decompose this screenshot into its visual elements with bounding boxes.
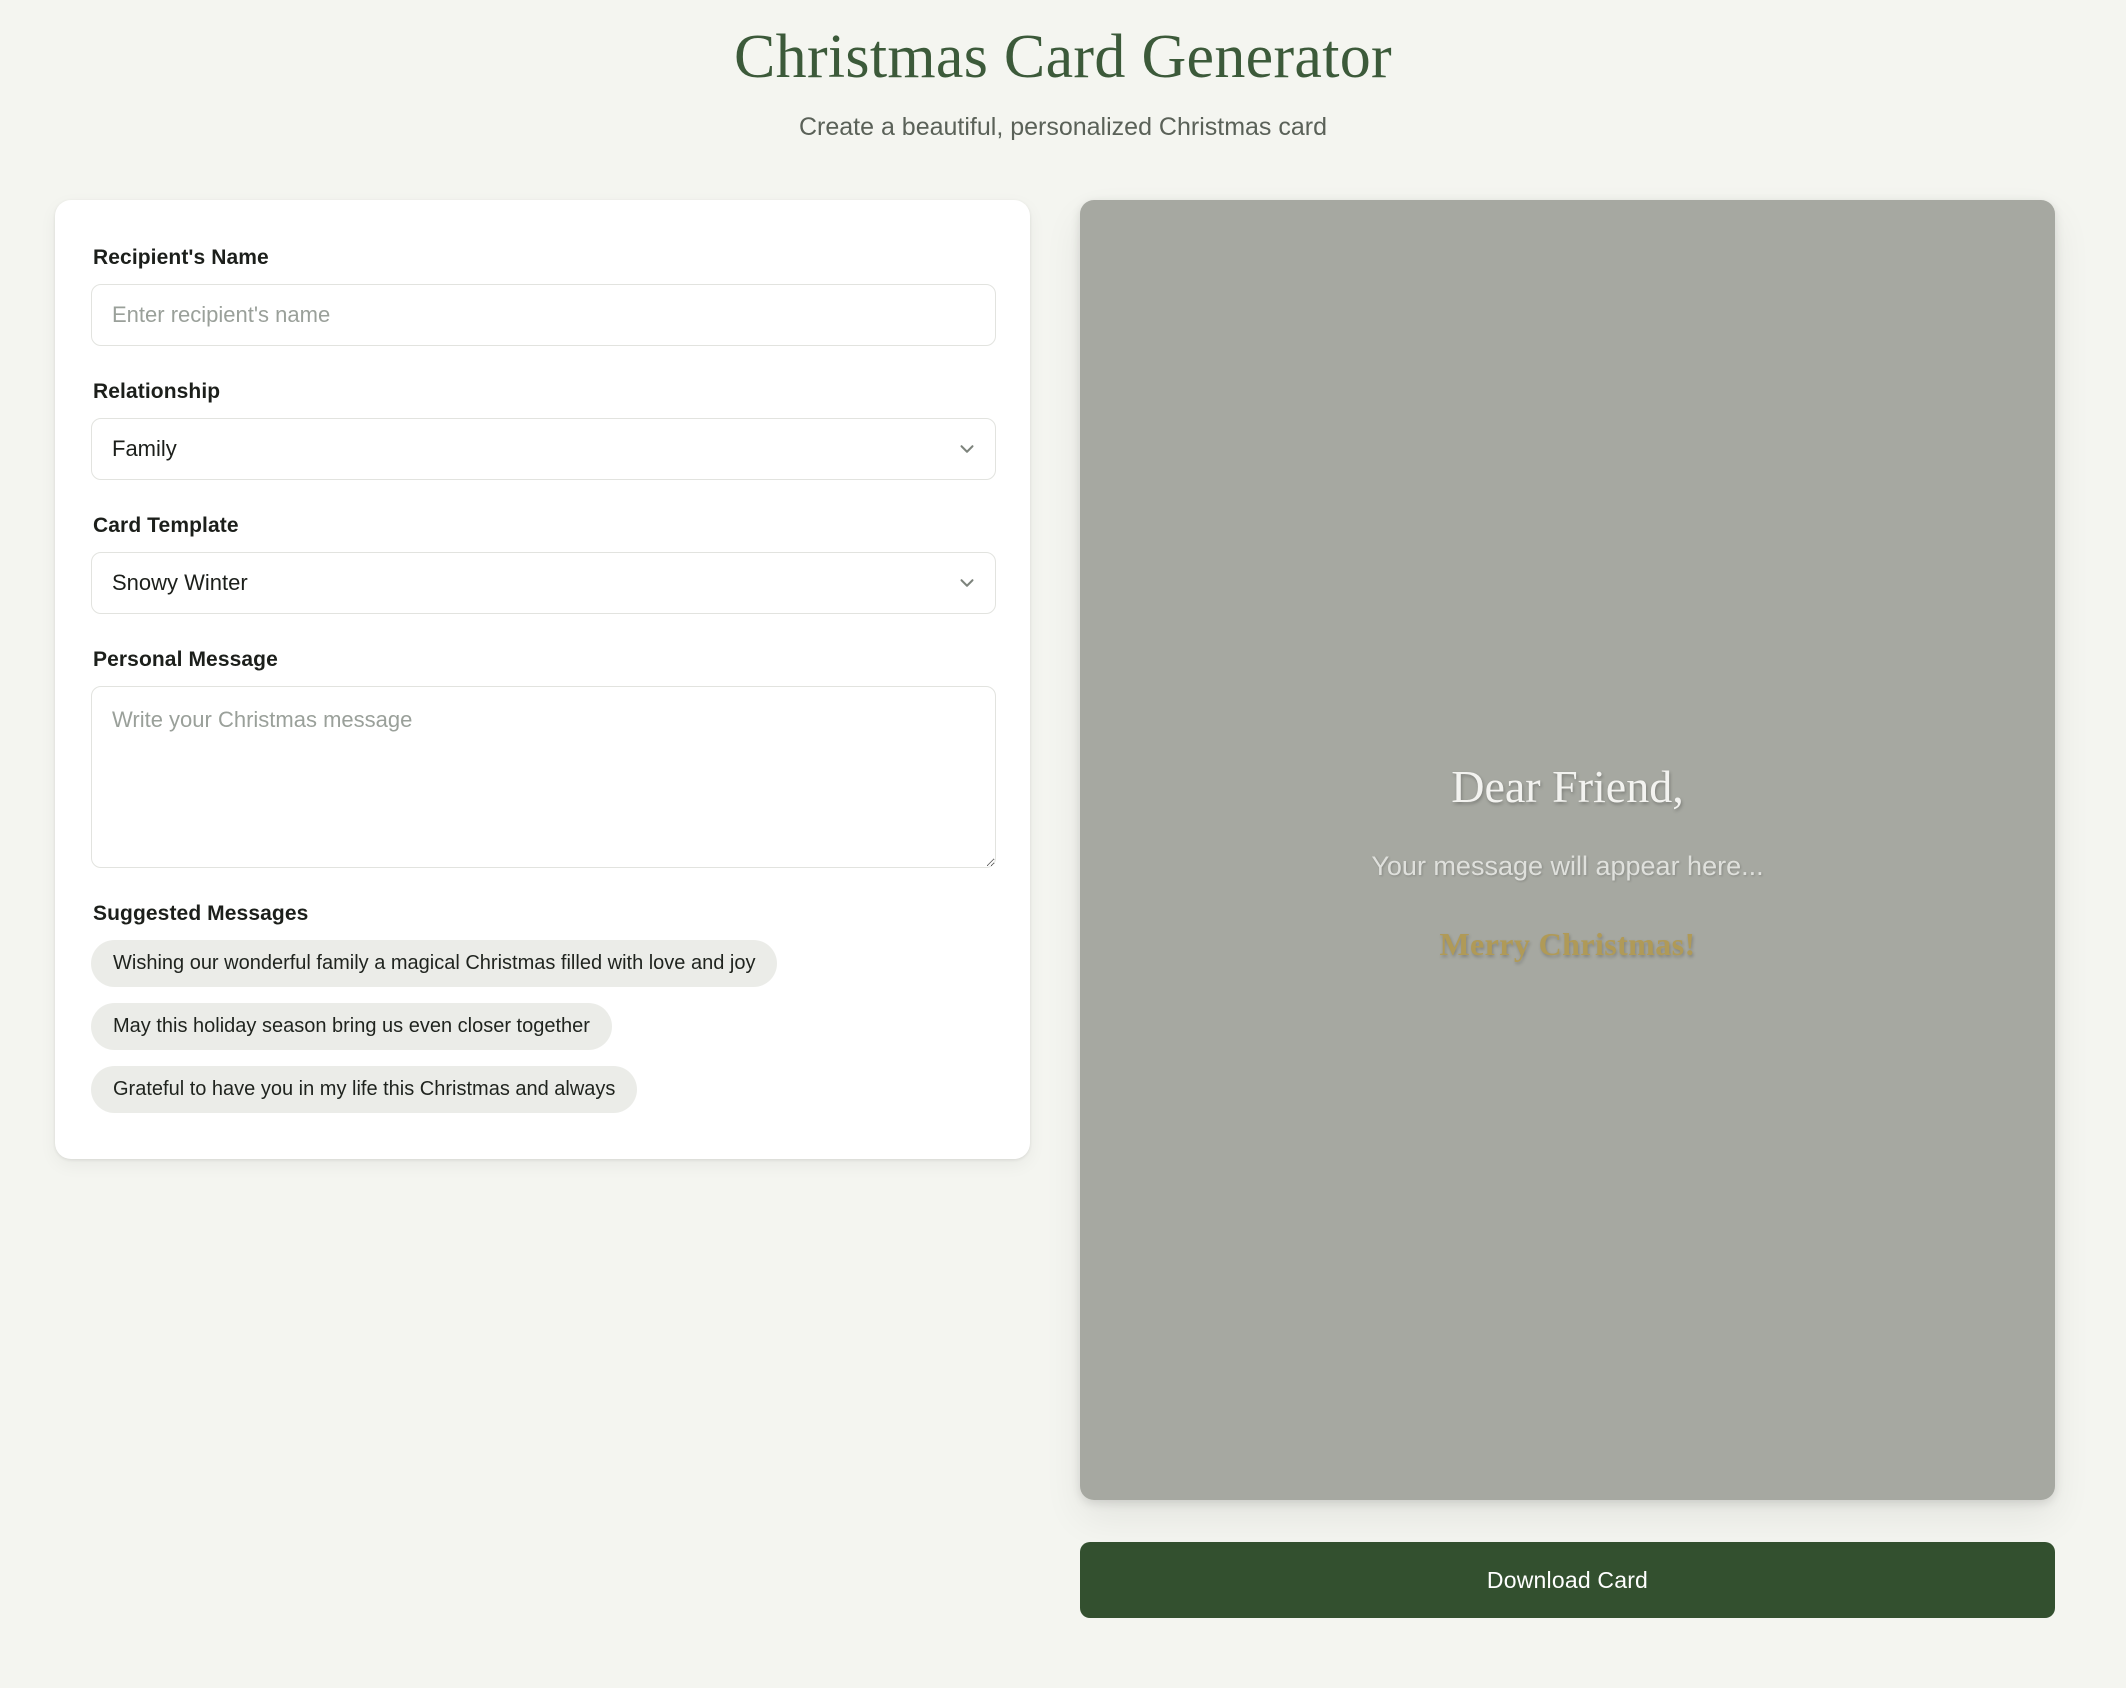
suggestion-chip[interactable]: May this holiday season bring us even closer together xyxy=(91,1003,612,1050)
suggestion-chip[interactable]: Wishing our wonderful family a magical Christmas filled with love and joy xyxy=(91,940,777,987)
recipient-field-group xyxy=(91,246,994,346)
page-header xyxy=(0,0,2126,142)
suggested-messages-list xyxy=(91,940,994,1113)
suggested-messages-label: Suggested Messages xyxy=(93,902,309,926)
relationship-field-group xyxy=(91,380,994,480)
card-preview xyxy=(1080,200,2055,1500)
card-message-text: Your message will appear here... xyxy=(1371,851,1764,882)
card-greeting-text: Dear Friend, xyxy=(1451,761,1684,813)
template-select-wrap xyxy=(91,552,996,614)
message-field-group xyxy=(91,648,994,868)
recipient-label: Recipient's Name xyxy=(93,246,269,270)
message-label: Personal Message xyxy=(93,648,278,672)
main-content xyxy=(0,142,2126,1618)
relationship-label: Relationship xyxy=(93,380,221,404)
card-closing-text: Merry Christmas! xyxy=(1439,926,1696,963)
template-selected-value: Snowy Winter xyxy=(112,570,248,596)
preview-column xyxy=(1080,200,2055,1618)
relationship-select[interactable] xyxy=(91,418,996,480)
card-options-form xyxy=(55,200,1030,1159)
template-field-group xyxy=(91,514,994,614)
personal-message-textarea[interactable] xyxy=(91,686,996,868)
page-subtitle: Create a beautiful, personalized Christmas card xyxy=(798,113,1328,142)
template-label: Card Template xyxy=(93,514,239,538)
download-card-button[interactable]: Download Card xyxy=(1080,1542,2055,1618)
card-template-select[interactable] xyxy=(91,552,996,614)
relationship-select-wrap xyxy=(91,418,996,480)
suggested-messages-group xyxy=(91,902,994,1113)
recipient-name-input[interactable] xyxy=(91,284,996,346)
suggestion-chip[interactable]: Grateful to have you in my life this Christmas and always xyxy=(91,1066,637,1113)
relationship-selected-value: Family xyxy=(112,436,177,462)
page-title: Christmas Card Generator xyxy=(733,23,1393,91)
